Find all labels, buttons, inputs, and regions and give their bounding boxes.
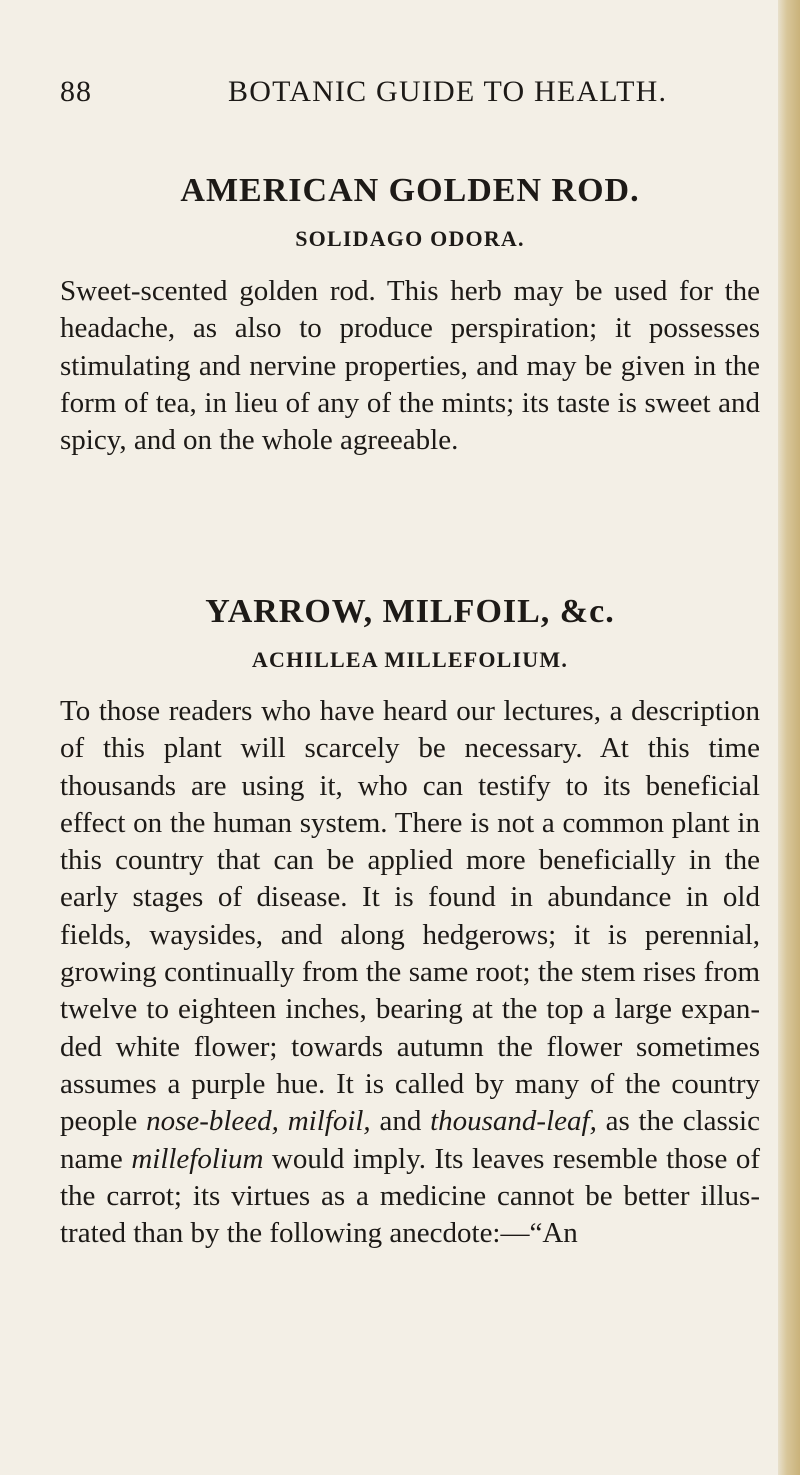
page-edge (778, 0, 800, 1475)
italic-term: thousand-leaf, (430, 1105, 597, 1138)
paragraph-text: would imply. Its leaves resemble those of the carrot; its virtues as a medicine cannot be better illustrated than by the following anecdote:—“An (60, 1142, 760, 1250)
section-yarrow (60, 593, 760, 1252)
section-paragraph (60, 693, 760, 1252)
paragraph-text: To those readers who have heard our lectures, a description of this plant will scarcely be necessary. At this time thousands are using it, who can testify to its beneficial effect on the human system. There is not a common plant in this country that can be applied more beneficially in the early stages of disease. It is found in abundance in old fields, waysides, and along hedgerows; it is perennial, growing continually from the same root; the stem rises from twelve to eighteen inches, bearing at the top a large expanded white flower; towards autumn the flower sometimes assumes a purple hue. It is called by many of the country people (60, 695, 760, 1138)
paragraph-text: as the classic name (60, 1105, 760, 1175)
running-title: BOTANIC GUIDE TO HEALTH. (228, 75, 668, 108)
running-head (60, 75, 760, 115)
section-paragraph: Sweet-scented golden rod. This herb may be used for the headache, as also to produce perspiration; it possesses stimulating and nervine properties, and may be given in the form of tea, in lieu of any of the mints; its taste is sweet and spicy, and on the whole agreeable. (60, 275, 760, 457)
paragraph-text (279, 1105, 288, 1137)
section-title: YARROW, MILFOIL, &c. (205, 593, 615, 630)
section-golden-rod (60, 172, 760, 459)
section-subtitle: SOLIDAGO ODORA. (295, 226, 525, 251)
italic-term: millefolium (131, 1142, 264, 1175)
page-number: 88 (60, 75, 92, 108)
italic-term: milfoil, (287, 1105, 371, 1138)
paragraph-text: and (370, 1105, 431, 1138)
section-title: AMERICAN GOLDEN ROD. (180, 172, 640, 209)
italic-term: nose-bleed, (146, 1105, 279, 1138)
section-subtitle: ACHILLEA MILLEFOLIUM. (251, 647, 569, 672)
